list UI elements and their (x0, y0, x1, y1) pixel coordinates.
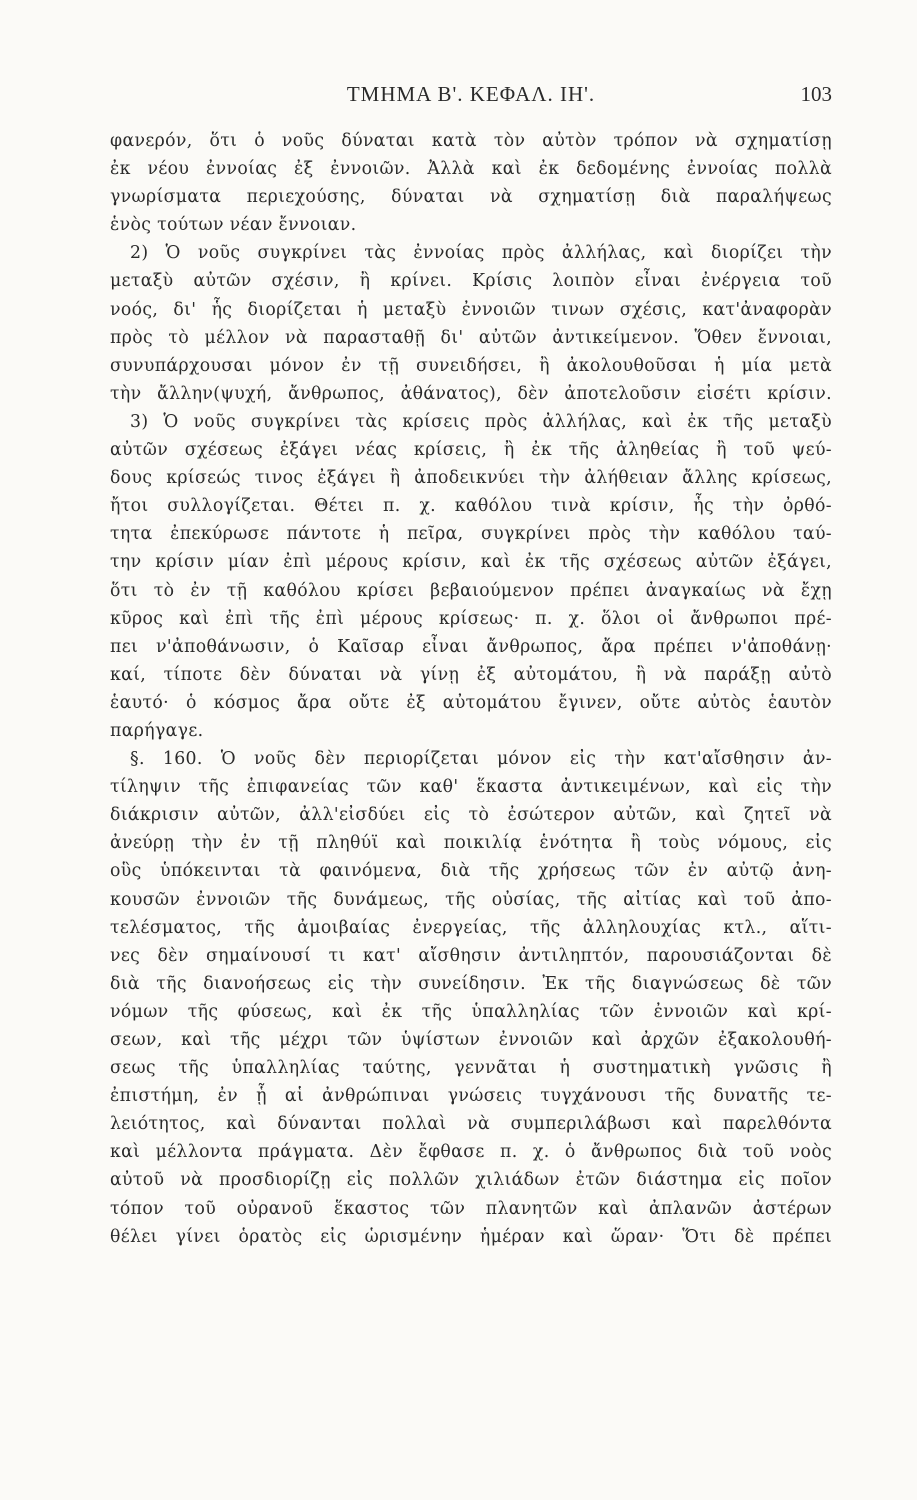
text-line: ἤτοι συλλογίζεται. Θέτει π. χ. καθόλου τινὰ κρίσιν, ἧς τὴν ὀρθό- (110, 496, 832, 517)
text-line: §. 160. Ὁ νοῦς δὲν περιορίζεται μόνον εἰς τὴν κατ'αἴσθησιν ἀν- (130, 749, 832, 770)
text-line: ἑαυτό· ὁ κόσμος ἄρα οὔτε ἐξ αὐτομάτου ἔγινεν, οὔτε αὐτὸς ἑαυτὸν (110, 692, 832, 713)
text-line: ἀνεύρῃ τὴν ἐν τῇ πληθύϊ καὶ ποικιλίᾳ ἑνότητα ἢ τοὺς νόμους, εἰς (110, 833, 832, 854)
page-number: 103 (800, 82, 832, 106)
body-text (110, 127, 832, 1279)
text-line: τητα ἐπεκύρωσε πάντοτε ἡ πεῖρα, συγκρίνει πρὸς τὴν καθόλου ταύ- (110, 524, 832, 545)
text-line: μεταξὺ αὐτῶν σχέσιν, ἢ κρίνει. Κρίσις λοιπὸν εἶναι ἐνέργεια τοῦ (110, 271, 832, 292)
text-line: διὰ τῆς διανοήσεως εἰς τὴν συνείδησιν. Ἐκ τῆς διαγνώσεως δὲ τῶν (110, 973, 832, 994)
text-line: 2) Ὁ νοῦς συγκρίνει τὰς ἐννοίας πρὸς ἀλλήλας, καὶ διορίζει τὴν (130, 243, 832, 264)
text-line: αὐτοῦ νὰ προσδιορίζῃ εἰς πολλῶν χιλιάδων ἐτῶν διάστημα εἰς ποῖον (110, 1170, 832, 1191)
running-head: ΤΜΗΜΑ Β'. ΚΕΦΑΛ. ΙΗ'. (346, 82, 596, 106)
text-line: σεως τῆς ὑπαλληλίας ταύτης, γεννᾶται ἡ συστηματικὴ γνῶσις ἢ (110, 1058, 832, 1079)
text-line: νοός, δι' ἧς διορίζεται ἡ μεταξὺ ἐννοιῶν τινων σχέσις, κατ'ἀναφορὰν (110, 299, 832, 320)
text-line: συνυπάρχουσαι μόνον ἐν τῇ συνειδήσει, ἢ ἀκολουθοῦσαι ἡ μία μετὰ (110, 355, 832, 376)
text-line (110, 1251, 832, 1279)
text-line: τὴν ἄλλην(ψυχή, ἄνθρωπος, ἀθάνατος), δὲν ἀποτελοῦσιν εἰσέτι κρίσιν. (110, 383, 832, 404)
text-line: καί, τίποτε δὲν δύναται νὰ γίνῃ ἐξ αὐτομάτου, ἢ νὰ παράξῃ αὐτὸ (110, 664, 832, 685)
text-line: την κρίσιν μίαν ἐπὶ μέρους κρίσιν, καὶ ἐκ τῆς σχέσεως αὐτῶν ἐξάγει, (110, 552, 832, 573)
text-line: γνωρίσματα περιεχούσης, δύναται νὰ σχηματίσῃ διὰ παραλήψεως (110, 187, 832, 208)
text-line: νες δὲν σημαίνουσί τι κατ' αἴσθησιν ἀντιληπτόν, παρουσιάζονται δὲ (110, 945, 832, 966)
text-line: ἐκ νέου ἐννοίας ἐξ ἐννοιῶν. Ἀλλὰ καὶ ἐκ δεδομένης ἐννοίας πολλὰ (110, 159, 832, 180)
text-line: καὶ μέλλοντα πράγματα. Δὲν ἔφθασε π. χ. ὁ ἄνθρωπος διὰ τοῦ νοὸς (110, 1142, 832, 1163)
text-line: ἑνὸς τούτων νέαν ἔννοιαν. (110, 215, 357, 236)
text-line: λειότητος, καὶ δύνανται πολλαὶ νὰ συμπεριλάβωσι καὶ παρελθόντα (110, 1114, 832, 1135)
text-line: θέλει γίνει ὁρατὸς εἰς ὡρισμένην ἡμέραν καὶ ὥραν· Ὅτι δὲ πρέπει (110, 1226, 832, 1247)
text-line: 3) Ὁ νοῦς συγκρίνει τὰς κρίσεις πρὸς ἀλλήλας, καὶ ἐκ τῆς μεταξὺ (130, 411, 832, 432)
text-line: πρὸς τὸ μέλλον νὰ παρασταθῇ δι' αὐτῶν ἀντικείμενον. Ὅθεν ἔννοιαι, (110, 327, 832, 348)
text-line: παρήγαγε. (110, 720, 204, 741)
text-line: δους κρίσεώς τινος ἐξάγει ἢ ἀποδεικνύει τὴν ἀλήθειαν ἄλλης κρίσεως, (110, 468, 832, 489)
text-line: ἐπιστήμη, ἐν ᾗ αἱ ἀνθρώπιναι γνώσεις τυγχάνουσι τῆς δυνατῆς τε- (110, 1086, 832, 1107)
text-line: τελέσματος, τῆς ἀμοιβαίας ἐνεργείας, τῆς ἀλληλουχίας κτλ., αἵτι- (110, 917, 832, 938)
text-line: τόπον τοῦ οὐρανοῦ ἕκαστος τῶν πλανητῶν καὶ ἀπλανῶν ἀστέρων (110, 1198, 832, 1219)
text-line: οὓς ὑπόκεινται τὰ φαινόμενα, διὰ τῆς χρήσεως τῶν ἐν αὐτῷ ἀνη- (110, 861, 832, 882)
text-line: κουσῶν ἐννοιῶν τῆς δυνάμεως, τῆς οὐσίας, τῆς αἰτίας καὶ τοῦ ἀπο- (110, 889, 832, 910)
text-line: ὅτι τὸ ἐν τῇ καθόλου κρίσει βεβαιούμενον πρέπει ἀναγκαίως νὰ ἔχῃ (110, 580, 832, 601)
text-line: πει ν'ἀποθάνωσιν, ὁ Καῖσαρ εἶναι ἄνθρωπος, ἄρα πρέπει ν'ἀποθάνῃ· (110, 636, 832, 657)
text-line: τίληψιν τῆς ἐπιφανείας τῶν καθ' ἕκαστα ἀντικειμένων, καὶ εἰς τὴν (110, 777, 832, 798)
text-line: διάκρισιν αὐτῶν, ἀλλ'εἰσδύει εἰς τὸ ἐσώτερον αὐτῶν, καὶ ζητεῖ νὰ (110, 805, 832, 826)
page-header (110, 82, 832, 112)
text-line: αὐτῶν σχέσεως ἐξάγει νέας κρίσεις, ἢ ἐκ τῆς ἀληθείας ἢ τοῦ ψεύ- (110, 440, 832, 461)
text-line: φανερόν, ὅτι ὁ νοῦς δύναται κατὰ τὸν αὐτὸν τρόπον νὰ σχηματίσῃ (110, 131, 832, 151)
text-line: σεων, καὶ τῆς μέχρι τῶν ὑψίστων ἐννοιῶν καὶ ἀρχῶν ἐξακολουθή- (110, 1030, 832, 1050)
text-line: κῦρος καὶ ἐπὶ τῆς ἐπὶ μέρους κρίσεως· π. χ. ὅλοι οἱ ἄνθρωποι πρέ- (110, 608, 832, 629)
text-line: νόμων τῆς φύσεως, καὶ ἐκ τῆς ὑπαλληλίας τῶν ἐννοιῶν καὶ κρί- (110, 1001, 832, 1022)
